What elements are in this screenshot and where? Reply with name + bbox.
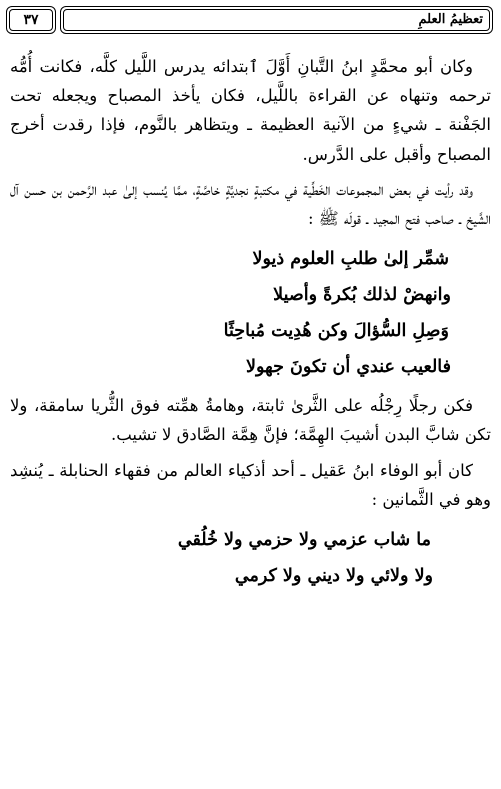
paragraph-himma: فكن رجلًا رِجْلُه على الثَّرىٰ ثابتة، وهامةُ همِّته فوق الثُّريا سامقة، ولا تكن شابَّ البدن أشيبَ الهِمَّة؛ فإنَّ هِمَّة الصَّادق لا تشيب. (10, 396, 491, 445)
paragraph-manuscripts: وقد رأيت في بعض المجموعات الخَطِّية في مكتبةٍ نجديَّةٍ خاصَّةٍ، ممَّا يُنسب إلىٰ عبد الرَّحمن بن حسن آل الشَّيخ ـ صاحب فتح المجيد ـ قولَه ﷺ : (10, 179, 491, 229)
page-number: ٣٧ (23, 12, 39, 28)
poem-block-ibn-aqil (10, 522, 491, 594)
page-header (6, 6, 493, 36)
poem-verse: وَصِلِ السُّؤالَ وكن هُدِيت مُباحِثًا (223, 321, 449, 342)
page-body (10, 52, 491, 600)
poem-verse: ما شاب عزمي ولا حزمي ولا خُلُقي (177, 530, 431, 551)
paragraph-ibn-altabban: وكان أبو محمَّدٍ ابنُ التَّبانِ أَوَّلَ ٱبتدائه يدرس اللَّيل كلَّه، فكانت أُمُّه ترحمه وتنهاه عن القراءة باللَّيل، فكان يأخذ المصباح ويجعله تحت الجَفْنة ـ شيءٍ من الآنية العظيمة ـ ويتظاهر بالنَّوم، فإذا رقدت أخرج المصباح وأقبل على الدَّرس. (10, 57, 491, 164)
poem-block (10, 241, 491, 385)
paragraph-ibn-aqil: كان أبو الوفاء ابنُ عَقيل ـ أحد أذكياء العالم من فقهاء الحنابلة ـ يُنشِد وهو في الثَّمانين : (10, 460, 491, 509)
poem-verse: ولا ولائي ولا ديني ولا كرمي (234, 566, 433, 587)
poem-verse: شمِّر إلىٰ طلبِ العلوم ذيولا (252, 249, 449, 270)
running-title: تعظيمُ العلمِ (418, 12, 483, 27)
poem-verse: فالعيب عندي أن تكونَ جهولا (246, 357, 451, 378)
poem-verse: وانهضْ لذلك بُكرةً وأصيلا (273, 285, 451, 306)
